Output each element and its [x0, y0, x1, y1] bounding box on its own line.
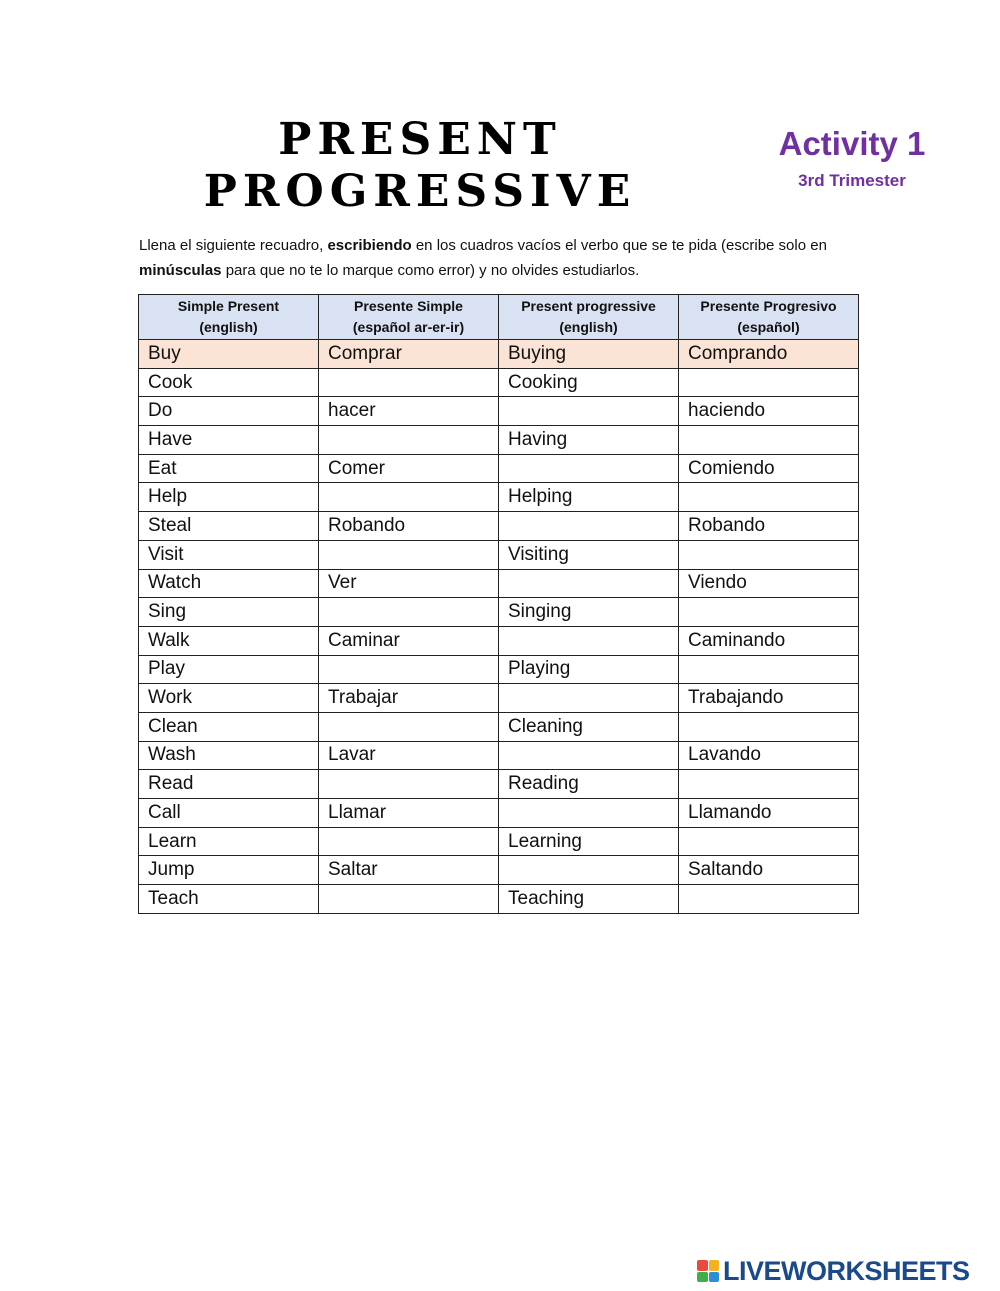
- table-row: [139, 684, 859, 713]
- table-cell-present-progressive: Cooking: [499, 368, 679, 397]
- table-row: [139, 741, 859, 770]
- table-cell-presente-progresivo: Saltando: [679, 856, 859, 885]
- answer-input-cell-presente-simple[interactable]: [319, 770, 499, 799]
- answer-input-cell-presente-progresivo[interactable]: [679, 827, 859, 856]
- table-cell-simple-present: Call: [139, 799, 319, 828]
- table-row: [139, 483, 859, 512]
- instructions-bold: minúsculas: [139, 262, 222, 279]
- table-cell-present-progressive: Visiting: [499, 540, 679, 569]
- table-row: [139, 885, 859, 914]
- table-cell-present-progressive: Singing: [499, 598, 679, 627]
- instructions-text: para que no te lo marque como error) y no olvides estudiarlos.: [221, 262, 640, 279]
- answer-input-cell-presente-simple[interactable]: [319, 483, 499, 512]
- worksheet-title-line-2: PROGRESSIVE: [203, 166, 637, 217]
- answer-input-cell-presente-simple[interactable]: [319, 598, 499, 627]
- table-row: [139, 655, 859, 684]
- header-line: Present progressive: [521, 298, 656, 314]
- answer-input-cell-presente-progresivo[interactable]: [679, 770, 859, 799]
- column-header-presente-simple: [319, 295, 499, 340]
- answer-input-cell-presente-progresivo[interactable]: [679, 483, 859, 512]
- table-cell-presente-progresivo: Caminando: [679, 626, 859, 655]
- table-cell-presente-simple: Llamar: [319, 799, 499, 828]
- table-cell-simple-present: Sing: [139, 598, 319, 627]
- table-cell-presente-progresivo: Comprando: [679, 340, 859, 369]
- answer-input-cell-presente-progresivo[interactable]: [679, 540, 859, 569]
- answer-input-cell-present-progressive[interactable]: [499, 512, 679, 541]
- table-row: [139, 856, 859, 885]
- table-cell-simple-present: Read: [139, 770, 319, 799]
- answer-input-cell-presente-simple[interactable]: [319, 368, 499, 397]
- instructions-bold: escribiendo: [327, 237, 412, 254]
- answer-input-cell-presente-simple[interactable]: [319, 426, 499, 455]
- answer-input-cell-presente-simple[interactable]: [319, 885, 499, 914]
- answer-input-cell-present-progressive[interactable]: [499, 397, 679, 426]
- table-cell-presente-progresivo: Lavando: [679, 741, 859, 770]
- header-line: (english): [199, 319, 258, 335]
- table-cell-present-progressive: Buying: [499, 340, 679, 369]
- table-cell-presente-progresivo: haciendo: [679, 397, 859, 426]
- table-row: [139, 799, 859, 828]
- table-cell-presente-simple: Saltar: [319, 856, 499, 885]
- column-header-present-progressive: [499, 295, 679, 340]
- answer-input-cell-present-progressive[interactable]: [499, 626, 679, 655]
- header-line: (español): [737, 319, 800, 335]
- table-cell-simple-present: Have: [139, 426, 319, 455]
- trimester-label: 3rd Trimester: [798, 171, 906, 190]
- table-row: [139, 340, 859, 369]
- answer-input-cell-present-progressive[interactable]: [499, 741, 679, 770]
- header-line: Simple Present: [177, 298, 280, 314]
- table-row: [139, 770, 859, 799]
- answer-input-cell-presente-progresivo[interactable]: [679, 655, 859, 684]
- table-cell-presente-progresivo: Trabajando: [679, 684, 859, 713]
- table-cell-present-progressive: Having: [499, 426, 679, 455]
- answer-input-cell-present-progressive[interactable]: [499, 454, 679, 483]
- table-cell-simple-present: Do: [139, 397, 319, 426]
- table-row: [139, 598, 859, 627]
- table-cell-simple-present: Wash: [139, 741, 319, 770]
- table-cell-presente-simple: hacer: [319, 397, 499, 426]
- table-cell-simple-present: Help: [139, 483, 319, 512]
- header-line: Presente Simple: [354, 298, 463, 314]
- table-cell-simple-present: Clean: [139, 712, 319, 741]
- liveworksheets-logo: [697, 1256, 970, 1286]
- table-cell-presente-progresivo: Robando: [679, 512, 859, 541]
- answer-input-cell-presente-simple[interactable]: [319, 827, 499, 856]
- header-line: (español ar-er-ir): [352, 319, 465, 335]
- table-cell-presente-simple: Ver: [319, 569, 499, 598]
- table-body: [139, 340, 859, 914]
- table-cell-simple-present: Buy: [139, 340, 319, 369]
- liveworksheets-logo-text: LIVEWORKSHEETS: [723, 1255, 970, 1286]
- table-cell-presente-progresivo: Llamando: [679, 799, 859, 828]
- instructions-text: en los cuadros vacíos el verbo que se te pida (escribe solo en: [411, 237, 827, 254]
- table-cell-presente-simple: Comprar: [319, 340, 499, 369]
- table-cell-present-progressive: Reading: [499, 770, 679, 799]
- table-cell-presente-progresivo: Comiendo: [679, 454, 859, 483]
- table-cell-simple-present: Eat: [139, 454, 319, 483]
- table-row: [139, 397, 859, 426]
- table-cell-presente-progresivo: Viendo: [679, 569, 859, 598]
- table-row: [139, 712, 859, 741]
- table-cell-presente-simple: Lavar: [319, 741, 499, 770]
- activity-label: Activity 1: [778, 125, 926, 162]
- answer-input-cell-presente-simple[interactable]: [319, 655, 499, 684]
- table-cell-presente-simple: Comer: [319, 454, 499, 483]
- table-cell-presente-simple: Caminar: [319, 626, 499, 655]
- table-cell-simple-present: Jump: [139, 856, 319, 885]
- table-cell-simple-present: Learn: [139, 827, 319, 856]
- table-cell-present-progressive: Cleaning: [499, 712, 679, 741]
- table-cell-present-progressive: Learning: [499, 827, 679, 856]
- worksheet-title-line-1: PRESENT: [278, 114, 562, 165]
- table-row: [139, 540, 859, 569]
- instructions-text: Llena el siguiente recuadro,: [139, 237, 328, 254]
- table-cell-present-progressive: Teaching: [499, 885, 679, 914]
- answer-input-cell-present-progressive[interactable]: [499, 799, 679, 828]
- table-cell-present-progressive: Helping: [499, 483, 679, 512]
- table-cell-simple-present: Work: [139, 684, 319, 713]
- table-cell-simple-present: Walk: [139, 626, 319, 655]
- table-cell-presente-simple: Trabajar: [319, 684, 499, 713]
- answer-input-cell-presente-progresivo[interactable]: [679, 426, 859, 455]
- table-row: [139, 426, 859, 455]
- table-cell-simple-present: Visit: [139, 540, 319, 569]
- table-row: [139, 827, 859, 856]
- table-row: [139, 368, 859, 397]
- table-header-row: [139, 295, 859, 340]
- table-cell-present-progressive: Playing: [499, 655, 679, 684]
- answer-input-cell-present-progressive[interactable]: [499, 569, 679, 598]
- header-line: Presente Progresivo: [700, 298, 837, 314]
- verb-table: [138, 294, 859, 914]
- table-cell-simple-present: Cook: [139, 368, 319, 397]
- answer-input-cell-presente-progresivo[interactable]: [679, 368, 859, 397]
- answer-input-cell-present-progressive[interactable]: [499, 856, 679, 885]
- answer-input-cell-presente-progresivo[interactable]: [679, 598, 859, 627]
- table-row: [139, 569, 859, 598]
- table-row: [139, 626, 859, 655]
- liveworksheets-logo-icon: [697, 1260, 719, 1282]
- table-cell-presente-simple: Robando: [319, 512, 499, 541]
- answer-input-cell-presente-progresivo[interactable]: [679, 712, 859, 741]
- instructions: [139, 233, 869, 283]
- table-cell-simple-present: Teach: [139, 885, 319, 914]
- column-header-simple-present: [139, 295, 319, 340]
- answer-input-cell-presente-simple[interactable]: [319, 712, 499, 741]
- answer-input-cell-present-progressive[interactable]: [499, 684, 679, 713]
- table-cell-simple-present: Play: [139, 655, 319, 684]
- table-row: [139, 454, 859, 483]
- header-line: (english): [559, 319, 618, 335]
- table-row: [139, 512, 859, 541]
- answer-input-cell-presente-progresivo[interactable]: [679, 885, 859, 914]
- column-header-presente-progresivo: [679, 295, 859, 340]
- table-cell-simple-present: Steal: [139, 512, 319, 541]
- table-cell-simple-present: Watch: [139, 569, 319, 598]
- answer-input-cell-presente-simple[interactable]: [319, 540, 499, 569]
